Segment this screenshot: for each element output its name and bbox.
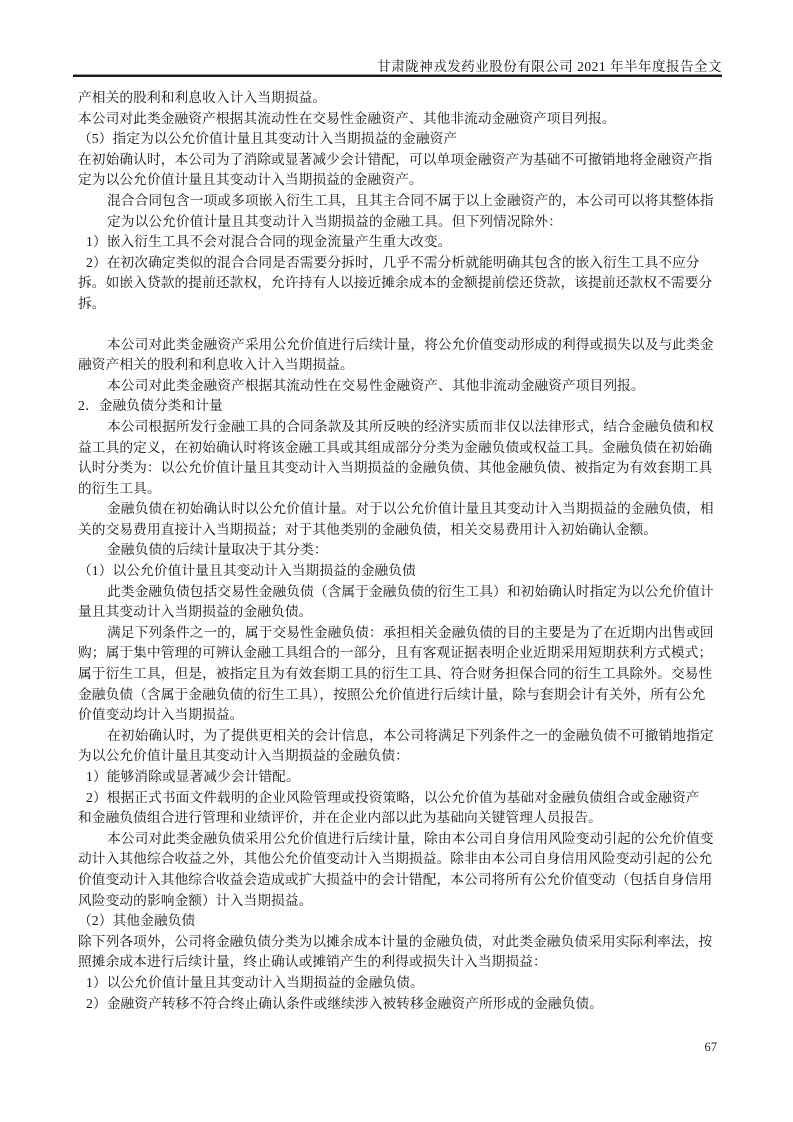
text-line: 益工具的定义，在初始确认时将该金融工具或其组成部分分类为金融负债或权益工具。金融负债在初始确 — [78, 439, 713, 455]
page-number: 67 — [704, 1040, 717, 1054]
text-line: 2）金融资产转移不符合终止确认条件或继续涉入被转移金融资产所形成的金融负债。 — [86, 995, 604, 1011]
text-line: 2．金融负债分类和计量 — [78, 398, 223, 414]
text-line: 量且其变动计入当期损益的金融负债。 — [78, 604, 313, 620]
text-line: 满足下列条件之一的，属于交易性金融负债：承担相关金融负债的目的主要是为了在近期内出售或回 — [107, 624, 714, 640]
text-line: 此类金融负债包括交易性金融负债（含属于金融负债的衍生工具）和初始确认时指定为以公允价值计 — [107, 583, 714, 599]
text-line: （2）其他金融负债 — [78, 913, 196, 929]
text-line: 动计入其他综合收益之外，其他公允价值变动计入当期损益。除非由本公司自身信用风险变动引起的公允 — [78, 851, 713, 867]
text-line: 1）能够消除或显著减少会计错配。 — [86, 769, 300, 784]
text-line: 拆。如嵌入贷款的提前还款权，允许持有人以接近摊余成本的金额提前偿还贷款，该提前还款权不需要分 — [78, 275, 713, 291]
text-line: 混合合同包含一项或多项嵌入衍生工具，且其主合同不属于以上金融资产的，本公司可以将其整体指 — [107, 192, 714, 208]
header-rule — [73, 74, 722, 77]
text-line: 本公司对此类金融资产根据其流动性在交易性金融资产、其他非流动金融资产项目列报。 — [107, 377, 645, 393]
text-line: 在初始确认时，本公司为了消除或显著减少会计错配，可以单项金融资产为基础不可撤销地将金融资产指 — [78, 151, 713, 167]
text-line: 金融负债（含属于金融负债的衍生工具），按照公允价值进行后续计量，除与套期会计有关外，所有公允 — [78, 686, 706, 702]
text-line: 价值变动计入其他综合收益会造成或扩大损益中的会计错配，本公司将所有公允价值变动（包括自身信用 — [78, 871, 713, 887]
text-line: 拆。 — [78, 295, 106, 311]
text-line: 本公司对此类金融资产根据其流动性在交易性金融资产、其他非流动金融资产项目列报。 — [78, 110, 616, 126]
text-line: 的衍生工具。 — [78, 480, 161, 496]
text-line: 本公司根据所发行金融工具的合同条款及其所反映的经济实质而非仅以法律形式，结合金融负债和权 — [107, 418, 714, 434]
text-line: 2）根据正式书面文件载明的企业风险管理或投资策略，以公允价值为基础对金融负债组合或金融资产 — [86, 789, 700, 805]
text-line: 本公司对此类金融负债采用公允价值进行后续计量，除由本公司自身信用风险变动引起的公允价值变 — [107, 830, 714, 846]
text-line: 定为以公允价值计量且其变动计入当期损益的金融资产。 — [78, 172, 423, 188]
text-line: 价值变动均计入当期损益。 — [78, 707, 244, 723]
text-line: 关的交易费用直接计入当期损益；对于其他类别的金融负债，相关交易费用计入初始确认金额。 — [78, 521, 658, 537]
text-line: 属于衍生工具，但是，被指定且为有效套期工具的衍生工具、符合财务担保合同的衍生工具除外。交易性 — [78, 666, 713, 682]
text-line: 除下列各项外，公司将金融负债分类为以摊余成本计量的金融负债，对此类金融负债采用实际利率法，按 — [78, 933, 713, 949]
text-line: 融资产相关的股利和利息收入计入当期损益。 — [78, 357, 354, 373]
text-line: 金融负债的后续计量取决于其分类： — [107, 542, 328, 558]
text-line: （1）以公允价值计量且其变动计入当期损益的金融负债 — [78, 563, 416, 579]
text-line: （5）指定为以公允价值计量且其变动计入当期损益的金融资产 — [78, 131, 458, 147]
document-body — [78, 88, 724, 1014]
text-line: 照摊余成本进行后续计量，终止确认或摊销产生的利得或损失计入当期损益： — [78, 954, 547, 970]
text-line: 产相关的股利和利息收入计入当期损益。 — [78, 90, 327, 105]
text-line: 和金融负债组合进行管理和业绩评价，并在企业内部以此为基础向关键管理人员报告。 — [78, 810, 602, 826]
text-line: 为以公允价值计量且其变动计入当期损益的金融负债： — [78, 748, 409, 764]
text-line: 本公司对此类金融资产采用公允价值进行后续计量，将公允价值变动形成的利得或损失以及与此类金 — [107, 336, 714, 352]
report-header-title: 甘肃陇神戎发药业股份有限公司 2021 年半年度报告全文 — [377, 59, 722, 74]
text-line: 认时分类为：以公允价值计量且其变动计入当期损益的金融负债、其他金融负债、被指定为有效套期工具 — [78, 460, 713, 476]
text-line: 购；属于集中管理的可辨认金融工具组合的一部分，且有客观证据表明企业近期采用短期获利方式模式； — [78, 645, 713, 661]
text-line: 2）在初次确定类似的混合合同是否需要分拆时，几乎不需分析就能明确其包含的嵌入衍生工具不应分 — [86, 254, 700, 270]
text-line: 金融负债在初始确认时以公允价值计量。对于以公允价值计量且其变动计入当期损益的金融负债，相 — [107, 501, 714, 517]
text-line: 1）嵌入衍生工具不会对混合合同的现金流量产生重大改变。 — [86, 234, 452, 250]
text-line: 定为以公允价值计量且其变动计入当期损益的金融工具。但下列情况除外： — [107, 213, 562, 229]
text-line: 风险变动的影响金额）计入当期损益。 — [78, 892, 313, 908]
text-line: 在初始确认时，为了提供更相关的会计信息，本公司将满足下列条件之一的金融负债不可撤销地指定 — [107, 727, 714, 743]
text-line: 1）以公允价值计量且其变动计入当期损益的金融负债。 — [86, 974, 424, 990]
